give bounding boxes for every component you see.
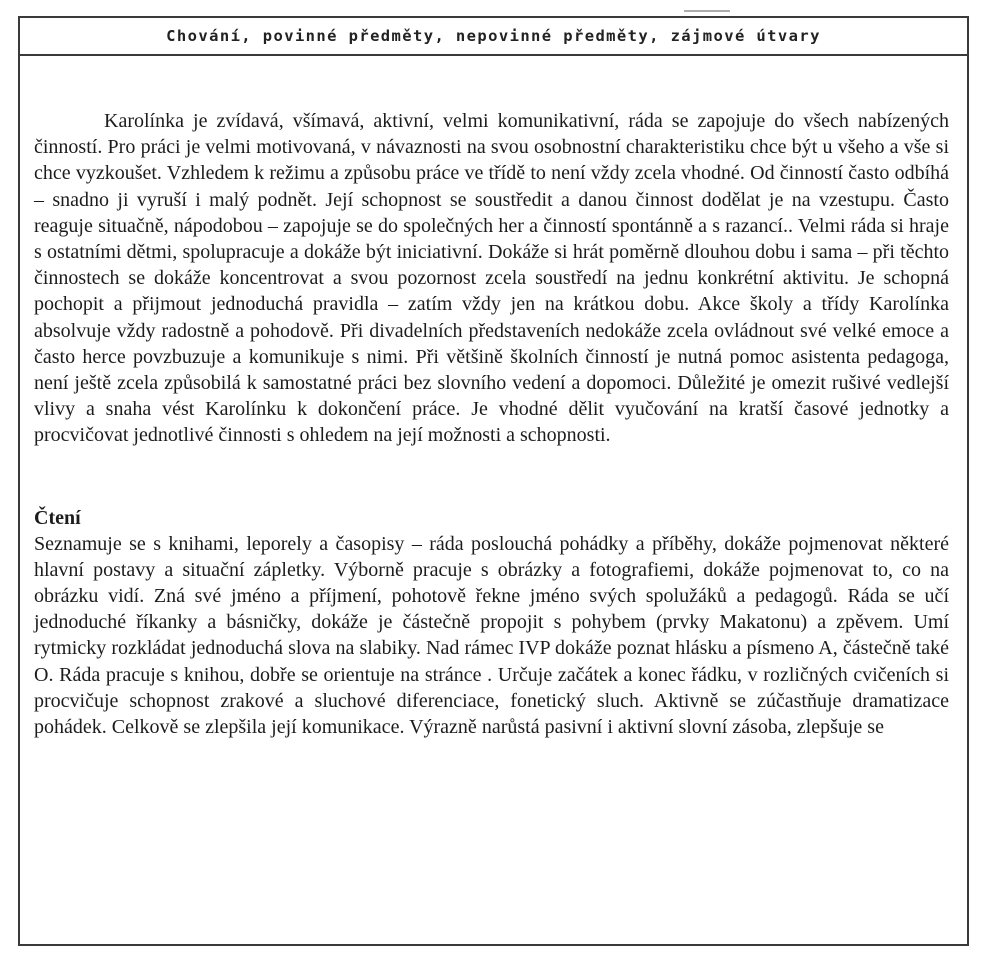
section-header-title: Chování, povinné předměty, nepovinné předměty, zájmové útvary <box>166 27 821 45</box>
reading-paragraph: Seznamuje se s knihami, leporely a časopisy – ráda poslouchá pohádky a příběhy, dokáže pojmenovat některé hlavní postavy a situační zápletky. Výborně pracuje s obrázky a fotografiemi, dokáže pojmenovat to, co na obrázku vidí. Zná své jméno a příjmení, pohotově řekne jméno svých spolužáků a pedagogů. Ráda se učí jednoduché říkanky a básničky, dokáže je částečně propojit s pohybem (prvky Makatonu) a zpěvem. Umí rytmicky rozkládat jednoduchá slova na slabiky. Nad rámec IVP dokáže poznat hlásku a písmeno A, částečně také O. Ráda pracuje s knihou, dobře se orientuje na stránce . Určuje začátek a konec řádku, v rozličných cvičeních si procvičuje schopnost zrakové a sluchové diferenciace, fonetický sluch. Aktivně se zúčastňuje dramatizace pohádek. Celkově se zlepšila její komunikace. Výrazně narůstá pasivní i aktivní slovní zásoba, zlepšuje se <box>34 532 949 739</box>
scan-artifact <box>684 10 730 12</box>
section-header-bar <box>20 18 967 56</box>
document-body <box>20 56 967 740</box>
behavior-paragraph: Karolínka je zvídavá, všímavá, aktivní, velmi komunikativní, ráda se zapojuje do všech nabízených činností. Pro práci je velmi motivovaná, v návaznosti na svou osobnostní charakteristiku chce být u všeho a vše si chce vyzkoušet. Vzhledem k režimu a způsobu práce ve třídě to není vždy zcela vhodné. Od činností často odbíhá – snadno ji vyruší i malý podnět. Její schopnost se soustředit a danou činnost dodělat je na vzestupu. Často reaguje situačně, nápodobou – zapojuje se do společných her a činností spontánně a s razancí.. Velmi ráda si hraje s ostatními dětmi, spolupracuje a dokáže být iniciativní. Dokáže si hrát poměrně dlouhou dobu i sama – při těchto činnostech se dokáže koncentrovat a svou pozornost zcela soustředí na jednu konkrétní aktivitu. Je schopná pochopit a přijmout jednoduchá pravidla – zatím vždy jen na krátkou dobu. Akce školy a třídy Karolínka absolvuje vždy radostně a pohodově. Při divadelních představeních nedokáže zcela ovládnout své velké emoce a často herce povzbuzuje a komunikuje s nimi. Při většině školních činností je nutná pomoc asistenta pedagoga, není ještě zcela způsobilá k samostatné práci bez slovního vedení a dopomoci. Důležité je omezit rušivé vedlejší vlivy a snaha vést Karolínku k dokončení práce. Je vhodné dělit vyučování na kratší časové jednotky a procvičovat jednotlivé činnosti s ohledem na její možnosti a schopnosti. <box>34 110 949 447</box>
reading-heading: Čtení <box>34 506 81 529</box>
document-frame <box>18 16 969 946</box>
